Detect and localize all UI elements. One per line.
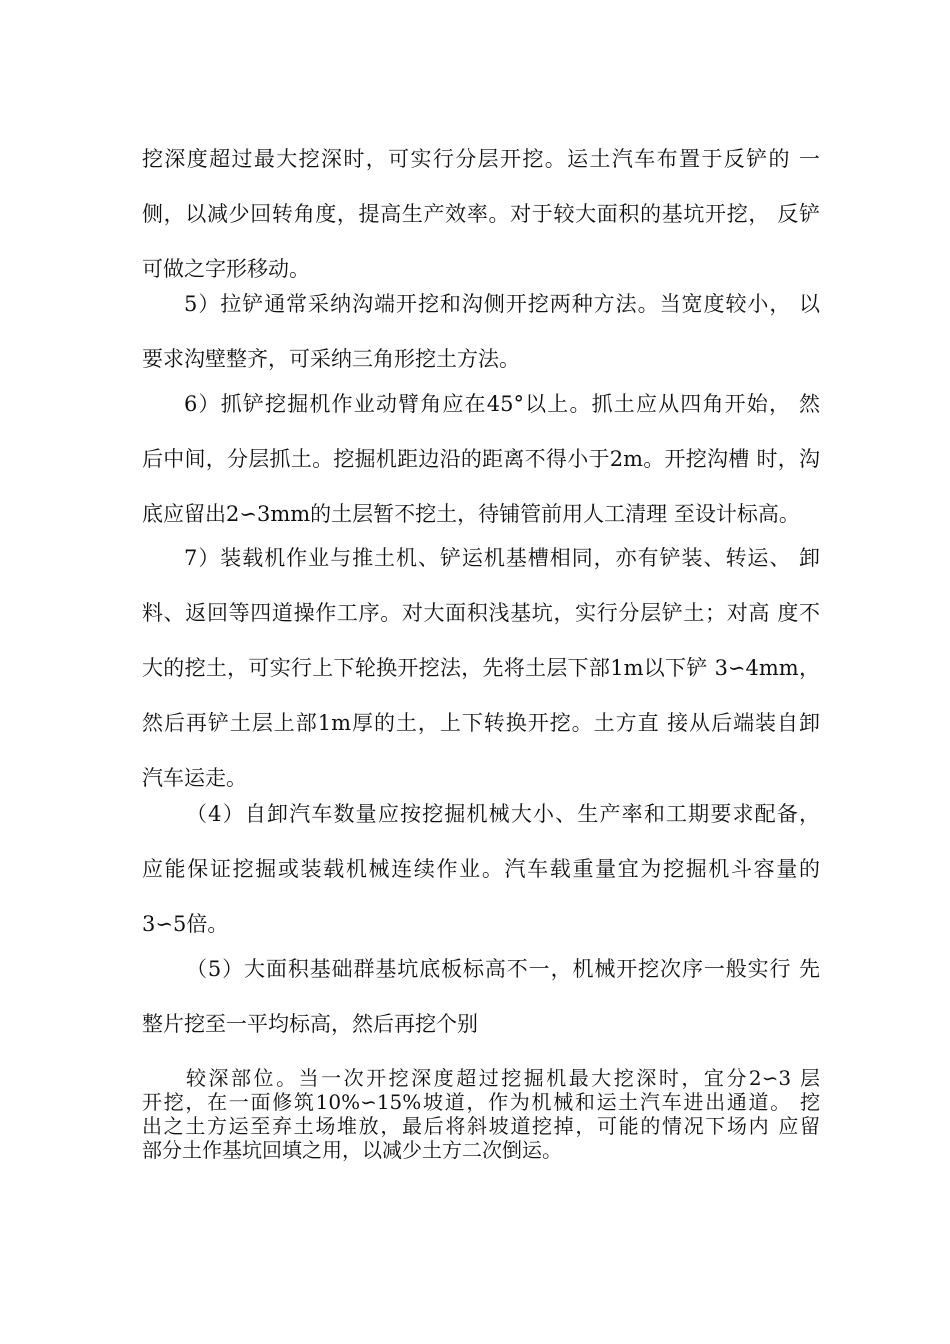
paragraph-loader — [142, 531, 820, 806]
text-line: 底应留出2∽3mm的土层暂不挖土，待铺管前用人工清理 至设计标高。 — [142, 502, 800, 526]
text-line: 整片挖至一平均标高，然后再挖个别 — [142, 1012, 478, 1036]
text-line: 较深部位。当一次开挖深度超过挖掘机最大挖深时，宜分2∽3 层 — [186, 1066, 820, 1090]
text-line: 应能保证挖掘或装载机械连续作业。汽车载重量宜为挖掘机斗容量的 — [142, 857, 820, 881]
text-line: 部分土作基坑回填之用，以减少土方二次倒运。 — [142, 1138, 562, 1162]
text-line: （4）自卸汽车数量应按挖掘机械大小、生产率和工期要求配备， — [186, 802, 820, 826]
text-line: 开挖，在一面修筑10%∽15%坡道，作为机械和运土汽车进出通道。 挖 — [142, 1090, 820, 1114]
text-line: 6）抓铲挖掘机作业动臂角应在45°以上。抓土应从四角开始， 然 — [184, 392, 820, 416]
paragraph-dump-trucks — [142, 787, 820, 952]
text-line: 5）拉铲通常采纳沟端开挖和沟侧开挖两种方法。当宽度较小， 以 — [184, 292, 820, 316]
text-line: 可做之字形移动。 — [142, 257, 310, 281]
text-line: 后中间，分层抓土。挖掘机距边沿的距离不得小于2m。开挖沟槽 时，沟 — [142, 447, 820, 471]
paragraph-deeper-parts — [142, 1066, 820, 1162]
text-line: 要求沟壁整齐，可采纳三角形挖土方法。 — [142, 347, 520, 371]
paragraph-large-area — [142, 942, 820, 1052]
text-line: 大的挖土，可实行上下轮换开挖法，先将土层下部1m以下铲 3∽4mm， — [142, 656, 820, 680]
paragraph-clamshell — [142, 377, 820, 542]
text-line: 7）装载机作业与推土机、铲运机基槽相同，亦有铲装、转运、 卸 — [184, 546, 820, 570]
paragraph-excavation-depth — [142, 132, 820, 297]
text-line: 然后再铲土层上部1m厚的土，上下转换开挖。土方直 接从后端装自卸 — [142, 711, 820, 735]
text-line: 汽车运走。 — [142, 766, 247, 790]
text-line: 侧，以减少回转角度，提高生产效率。对于较大面积的基坑开挖， 反铲 — [142, 202, 820, 226]
text-line: 出之土方运至弃土场堆放，最后将斜坡道挖掉，可能的情况下场内 应留 — [142, 1114, 820, 1138]
text-line: 挖深度超过最大挖深时，可实行分层开挖。运土汽车布置于反铲的 一 — [142, 147, 820, 171]
text-line: 料、返回等四道操作工序。对大面积浅基坑，实行分层铲土；对高 度不 — [142, 601, 820, 625]
text-line: （5）大面积基础群基坑底板标高不一，机械开挖次序一般实行 先 — [186, 957, 820, 981]
paragraph-dragline — [142, 277, 820, 387]
text-line: 3∽5倍。 — [142, 912, 229, 936]
